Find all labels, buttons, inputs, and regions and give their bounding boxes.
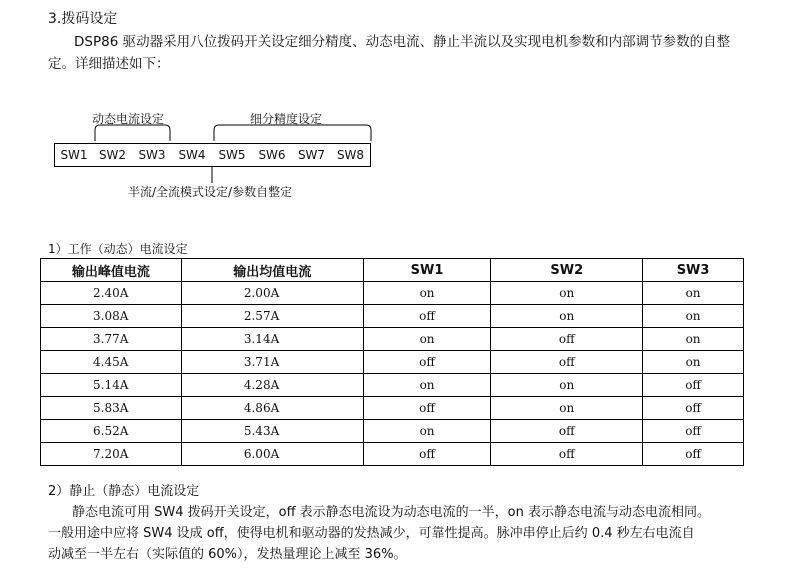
avg-cell: 5.43A — [181, 420, 363, 443]
table-row — [41, 397, 744, 420]
avg-cell: 4.86A — [181, 397, 363, 420]
peak-cell: 7.20A — [41, 443, 182, 466]
sw3-cell: on — [643, 328, 744, 351]
switch-sw3: SW3 — [132, 143, 173, 167]
sw1-cell: off — [363, 443, 491, 466]
sw2-cell: off — [491, 351, 643, 374]
standstill-line-3: 动减至一半左右（实际值的 60%），发热量理论上减至 36%。 — [48, 547, 407, 562]
avg-cell: 6.00A — [181, 443, 363, 466]
standstill-line-2: 一般用途中应将 SW4 设成 off，使得电机和驱动器的发热减少，可靠性提高。脉冲串停止后约 0.4 秒左右电流自 — [48, 526, 695, 541]
half-current-label: 半流/全流模式设定/参数自整定 — [128, 185, 293, 199]
header-sw3: SW3 — [643, 259, 744, 282]
table-row — [41, 351, 744, 374]
table-row — [41, 328, 744, 351]
peak-cell: 2.40A — [41, 282, 182, 305]
sw2-cell: off — [491, 420, 643, 443]
table-row — [41, 420, 744, 443]
avg-cell: 4.28A — [181, 374, 363, 397]
table-caption: 1）工作（动态）电流设定 — [48, 242, 188, 256]
table-row — [41, 282, 744, 305]
avg-cell: 3.14A — [181, 328, 363, 351]
header-sw2: SW2 — [491, 259, 643, 282]
table-row — [41, 374, 744, 397]
sw3-cell: off — [643, 374, 744, 397]
sw3-cell: on — [643, 351, 744, 374]
sw2-cell: on — [491, 397, 643, 420]
header-sw1: SW1 — [363, 259, 491, 282]
header-peak-current: 输出峰值电流 — [41, 259, 182, 282]
sw1-cell: on — [363, 328, 491, 351]
sw2-cell: off — [491, 328, 643, 351]
avg-cell: 3.71A — [181, 351, 363, 374]
peak-cell: 5.14A — [41, 374, 182, 397]
switch-sw2: SW2 — [93, 143, 133, 167]
peak-cell: 4.45A — [41, 351, 182, 374]
header-avg-current: 输出均值电流 — [181, 259, 363, 282]
avg-cell: 2.00A — [181, 282, 363, 305]
intro-line-2: 定。详细描述如下： — [48, 56, 170, 72]
intro-line-1: DSP86 驱动器采用八位拨码开关设定细分精度、动态电流、静止半流以及实现电机参数和内部调节参数的自整 — [74, 34, 731, 50]
switch-sw5: SW5 — [212, 143, 253, 167]
table-header-row — [41, 259, 744, 282]
avg-cell: 2.57A — [181, 305, 363, 328]
diagram-brackets — [0, 0, 790, 200]
sw2-cell: off — [491, 443, 643, 466]
sw2-cell: on — [491, 282, 643, 305]
sw2-cell: on — [491, 374, 643, 397]
sw1-cell: on — [363, 420, 491, 443]
section-heading: 3.拨码设定 — [48, 11, 118, 27]
switch-sw4: SW4 — [172, 143, 213, 167]
sw3-cell: off — [643, 443, 744, 466]
table-row — [41, 443, 744, 466]
peak-cell: 3.08A — [41, 305, 182, 328]
peak-cell: 5.83A — [41, 397, 182, 420]
standstill-heading: 2）静止（静态）电流设定 — [48, 484, 200, 499]
switch-sw6: SW6 — [252, 143, 293, 167]
sw3-cell: on — [643, 305, 744, 328]
sw3-cell: off — [643, 420, 744, 443]
dynamic-current-table — [40, 258, 744, 466]
sw2-cell: on — [491, 305, 643, 328]
sw1-cell: off — [363, 397, 491, 420]
peak-cell: 3.77A — [41, 328, 182, 351]
sw3-cell: on — [643, 282, 744, 305]
table-row — [41, 305, 744, 328]
switch-sw8: SW8 — [331, 143, 371, 167]
dynamic-current-label: 动态电流设定 — [92, 112, 165, 126]
sw1-cell: off — [363, 305, 491, 328]
standstill-line-1: 静态电流可用 SW4 拨码开关设定，off 表示静态电流设为动态电流的一半，on 表示静态电流与动态电流相同。 — [72, 505, 711, 520]
sw1-cell: off — [363, 351, 491, 374]
sw1-cell: on — [363, 282, 491, 305]
sw3-cell: off — [643, 397, 744, 420]
switch-sw1: SW1 — [54, 143, 94, 167]
peak-cell: 6.52A — [41, 420, 182, 443]
switch-sw7: SW7 — [292, 143, 332, 167]
microstep-label: 细分精度设定 — [250, 112, 323, 126]
sw1-cell: on — [363, 374, 491, 397]
